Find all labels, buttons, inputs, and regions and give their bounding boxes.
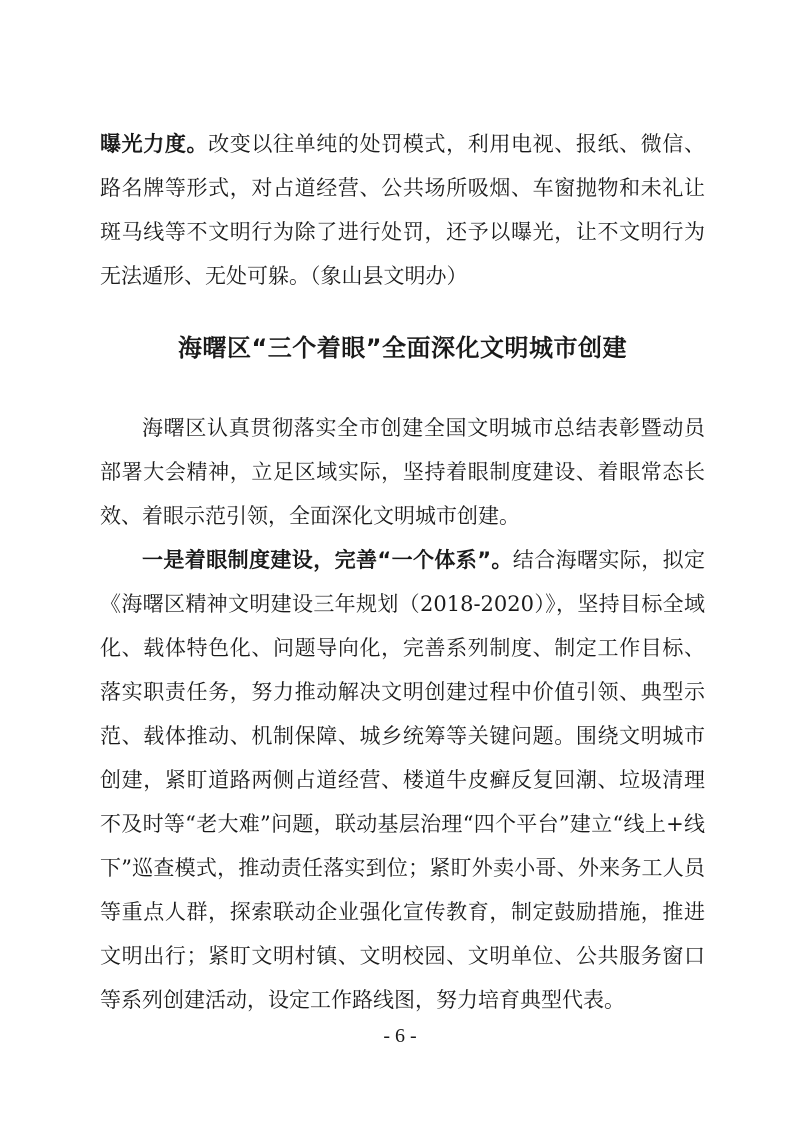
point1-text: 结合海曙实际，拟定《海曙区精神文明建设三年规划（2018-2020）》，坚持目标全域化、载体特色化、问题导向化，完善系列制度、制定工作目标、落实职责任务，努力推动解决文明创建过程中价值引领、典型示范、载体推动、机制保障、城乡统筹等关键问题。围绕文明城市创建，紧盯道路两侧占道经营、楼道牛皮癣反复回潮、垃圾清理不及时等“老大难”问题，联动基层治理“四个平台”建立“线上+线下”巡查模式，推动责任落实到位；紧盯外卖小哥、外来务工人员等重点人群，探索联动企业强化宣传教育，制定鼓励措施，推进文明出行；紧盯文明村镇、文明校园、文明单位、公共服务窗口等系列创建活动，设定工作路线图，努力培育典型代表。 xyxy=(100,548,705,1012)
section1-text: 改变以往单纯的处罚模式，利用电视、报纸、微信、路名牌等形式，对占道经营、公共场所吸烟、车窗抛物和未礼让斑马线等不文明行为除了进行处罚，还予以曝光，让不文明行为无法遁形、无处可躲。（象山县文明办） xyxy=(100,132,706,288)
page-number: - 6 - xyxy=(383,1025,417,1047)
article-body xyxy=(100,406,705,1022)
point1-lead-bold: 一是着眼制度建设，完善“一个体系”。 xyxy=(142,548,513,572)
section1-lead-bold: 曝光力度。 xyxy=(100,132,209,156)
section-continuation-paragraph xyxy=(100,122,705,298)
article-title: 海曙区“三个着眼”全面深化文明城市创建 xyxy=(177,334,628,362)
article-intro-paragraph: 海曙区认真贯彻落实全市创建全国文明城市总结表彰暨动员部署大会精神，立足区域实际，坚持着眼制度建设、着眼常态长效、着眼示范引领，全面深化文明城市创建。 xyxy=(100,416,705,528)
section1-paragraph xyxy=(100,122,705,298)
article-point1-paragraph xyxy=(100,538,705,1022)
